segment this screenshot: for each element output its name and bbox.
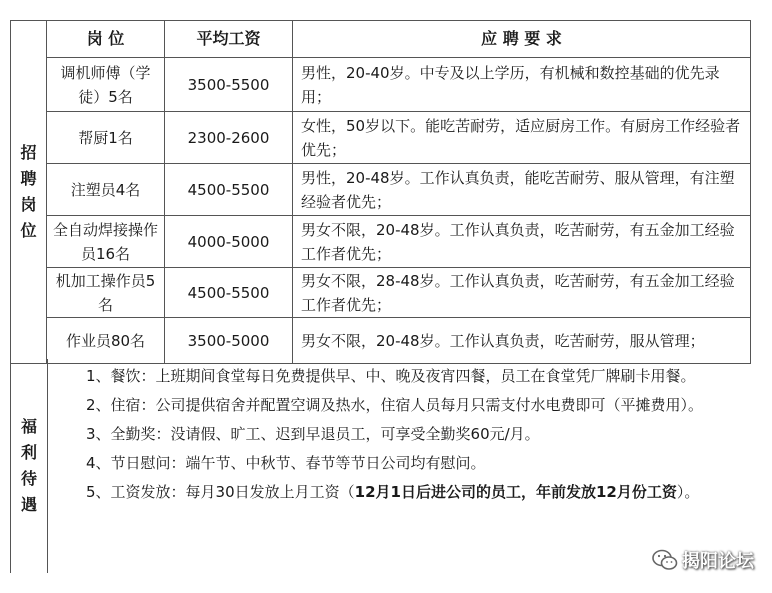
jobs-side-label [11, 21, 47, 364]
row-salary: 4000-5000 [165, 216, 293, 268]
wechat-icon [652, 549, 678, 571]
table-row [11, 216, 751, 268]
header-position: 岗 位 [47, 21, 165, 58]
benefit-item: 2、住宿：公司提供宿舍并配置空调及热水，住宿人员每月只需支付水电费即可（平摊费用）。 [86, 396, 704, 414]
row-position: 注塑员4名 [47, 164, 165, 216]
header-requirement: 应 聘 要 求 [293, 21, 751, 58]
jobs-side-label-text: 招 聘 岗 位 [20, 143, 37, 240]
row-salary: 3500-5000 [165, 318, 293, 364]
row-position: 机加工操作员5名 [47, 268, 165, 318]
table-row [11, 164, 751, 216]
row-requirement: 男性，20-40岁。中专及以上学历，有机械和数控基础的优先录用； [293, 58, 751, 112]
row-requirement: 男女不限，28-48岁。工作认真负责，吃苦耐劳，有五金加工经验工作者优先； [293, 268, 751, 318]
table-row [11, 58, 751, 112]
benefits-side-label-text: 福 利 待 遇 [20, 417, 37, 514]
jobs-table [10, 20, 751, 364]
row-salary: 3500-5500 [165, 58, 293, 112]
row-salary: 4500-5500 [165, 164, 293, 216]
row-position: 调机师傅（学徒）5名 [47, 58, 165, 112]
benefits-side-label [10, 359, 48, 573]
row-salary: 2300-2600 [165, 112, 293, 164]
row-salary: 4500-5500 [165, 268, 293, 318]
header-salary: 平均工资 [165, 21, 293, 58]
benefit-item-salary-prefix: 5、工资发放：每月30日发放上月工资（ [86, 483, 355, 501]
benefits-section [10, 359, 750, 573]
row-requirement: 女性，50岁以下。能吃苦耐劳，适应厨房工作。有厨房工作经验者优先； [293, 112, 751, 164]
row-requirement: 男女不限，20-48岁。工作认真负责，吃苦耐劳，服从管理； [293, 318, 751, 364]
table-row [11, 318, 751, 364]
row-requirement: 男女不限，20-48岁。工作认真负责，吃苦耐劳，有五金加工经验工作者优先； [293, 216, 751, 268]
table-row [11, 268, 751, 318]
row-position: 帮厨1名 [47, 112, 165, 164]
table-header-row [11, 21, 751, 58]
row-position: 全自动焊接操作员16名 [47, 216, 165, 268]
benefit-item: 1、餐饮：上班期间食堂每日免费提供早、中、晚及夜宵四餐，员工在食堂凭厂牌刷卡用餐。 [86, 367, 696, 385]
benefit-item-salary-suffix: ）。 [676, 483, 700, 501]
watermark-text: 揭阳论坛 [682, 551, 754, 572]
benefit-item: 4、节日慰问：端午节、中秋节、春节等节日公司均有慰问。 [86, 454, 486, 472]
row-position: 作业员80名 [47, 318, 165, 364]
row-requirement: 男性，20-48岁。工作认真负责，能吃苦耐劳、服从管理，有注塑经验者优先； [293, 164, 751, 216]
benefits-list [56, 363, 742, 508]
table-row [11, 112, 751, 164]
benefit-item-salary [56, 479, 742, 506]
benefit-item-salary-bold: 12月1日后进公司的员工，年前发放12月份工资 [354, 483, 677, 501]
watermark [652, 547, 754, 573]
benefit-item: 3、全勤奖：没请假、旷工、迟到早退员工，可享受全勤奖60元/月。 [86, 425, 540, 443]
recruitment-sheet [10, 20, 750, 573]
